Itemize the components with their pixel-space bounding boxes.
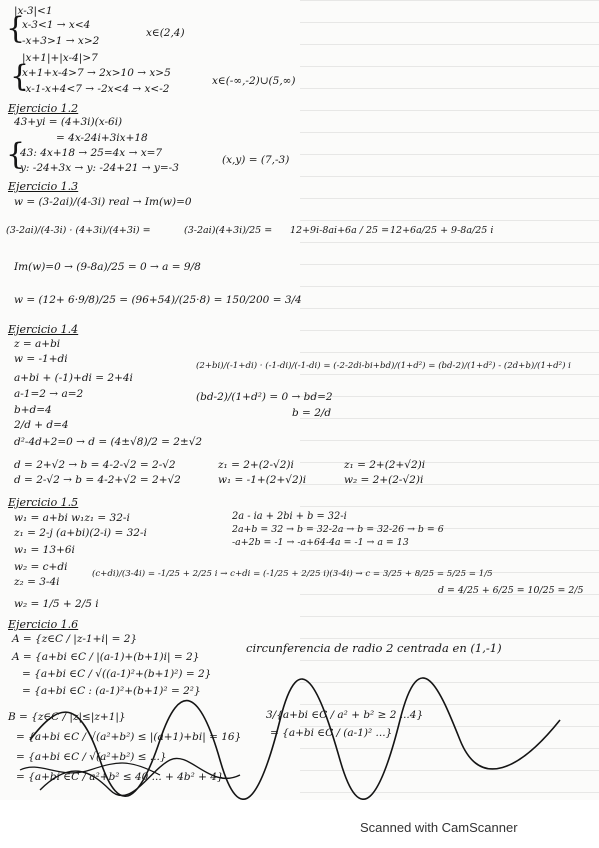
top-line-3-result: x∈(2,4) bbox=[146, 27, 185, 39]
e16-line-5: B = {z∈C / |z|≤|z+1|} bbox=[8, 711, 126, 723]
section-title-1-3: Ejercicio 1.3 bbox=[8, 180, 79, 193]
e15-mid-1: 2a - ia + 2bi + b = 32-i bbox=[232, 511, 347, 522]
e15-line-6b: d = 4/25 + 6/25 = 10/25 = 2/5 bbox=[438, 585, 584, 596]
e12-line-1: 43+yi = (4+3i)(x-6i) bbox=[14, 116, 123, 128]
top-line-3: -x+3>1 → x>2 bbox=[22, 35, 100, 47]
e15-line-2: z₁ = 2-j (a+bi)(2-i) = 32-i bbox=[14, 527, 147, 539]
e13-line-4: w = (12+ 6·9/8)/25 = (96+54)/(25·8) = 150/200 = 3/4 bbox=[14, 294, 302, 306]
e14-w1: w₁ = -1+(2+√2)i bbox=[218, 474, 307, 486]
e14-z1: z₁ = 2+(2-√2)i bbox=[218, 459, 294, 471]
e14-line-2: w = -1+di bbox=[14, 353, 68, 365]
e13-line-2c: 12+9i-8ai+6a / 25 = bbox=[290, 225, 390, 236]
e15-mid-3: -a+2b = -1 → -a+64-4a = -1 → a = 13 bbox=[232, 537, 409, 548]
e12-line-3: 43: 4x+18 → 25=4x → x=7 bbox=[20, 147, 163, 159]
e15-line-5: z₂ = 3-4i bbox=[14, 576, 60, 588]
e12-line-4: y: -24+3x → y: -24+21 → y=-3 bbox=[20, 162, 179, 174]
e16-right-1: 3/{a+bi ∈C / a² + b² ≥ 2 ...4} bbox=[266, 709, 424, 721]
e14-right-line-1: (2+bi)/(-1+di) · (-1-di)/(-1-di) = (-2-2di-bi+bd)/(1+d²) = (bd-2)/(1+d²) - (2d+b)/(1+d²) i bbox=[196, 361, 571, 371]
top-line-4: |x+1|+|x-4|>7 bbox=[22, 52, 98, 64]
e16-line-3: = {a+bi ∈C / √((a-1)²+(b+1)²) = 2} bbox=[22, 668, 212, 680]
section-title-1-5: Ejercicio 1.5 bbox=[8, 496, 79, 509]
section-title-1-4: Ejercicio 1.4 bbox=[8, 323, 79, 336]
top-line-2: x-3<1 → x<4 bbox=[22, 19, 91, 31]
e14-line-4: a-1=2 → a=2 bbox=[14, 388, 84, 400]
e15-line-1: w₁ = a+bi w₁z₁ = 32-i bbox=[14, 512, 130, 524]
e14-w2: w₂ = 2+(2-√2)i bbox=[344, 474, 424, 486]
top-line-5: x+1+x-4>7 → 2x>10 → x>5 bbox=[22, 67, 171, 79]
e14-line-3: a+bi + (-1)+di = 2+4i bbox=[14, 372, 133, 384]
e16-line-1: A = {z∈C / |z-1+i| = 2} bbox=[12, 633, 138, 645]
e15-line-4: w₂ = c+di bbox=[14, 561, 68, 573]
e12-result: (x,y) = (7,-3) bbox=[222, 154, 290, 166]
e14-z2: z₁ = 2+(2+√2)i bbox=[344, 459, 426, 471]
e14-line-1: z = a+bi bbox=[14, 338, 61, 350]
e13-line-2d: 12+6a/25 + 9-8a/25 i bbox=[390, 225, 494, 236]
e12-line-2: = 4x-24i+3ix+18 bbox=[56, 132, 148, 144]
e16-line-8: = {a+bi ∈C / a²+b² ≤ 40 ... + 4b² + 4} bbox=[16, 771, 224, 783]
e15-line-6: (c+di)/(3-4i) = -1/25 + 2/25 i → c+di = (-1/25 + 2/25 i)(3-4i) → c = 3/25 + 8/25 = 5/25 = 1/5 bbox=[92, 569, 493, 579]
section-title-1-6: Ejercicio 1.6 bbox=[8, 618, 79, 631]
brace-3: { bbox=[6, 137, 26, 172]
section-title-1-2: Ejercicio 1.2 bbox=[8, 102, 79, 115]
e15-line-3: w₁ = 13+6i bbox=[14, 544, 75, 556]
e15-line-7: w₂ = 1/5 + 2/5 i bbox=[14, 598, 99, 610]
e16-line-7: = {a+bi ∈C / √(a²+b²) ≤ ...} bbox=[16, 751, 167, 763]
e14-right-line-3: b = 2/d bbox=[292, 407, 332, 419]
e16-note: circunferencia de radio 2 centrada en (1,-1) bbox=[246, 641, 502, 655]
e16-right-2: = {a+bi ∈C / (a-1)² ...} bbox=[270, 727, 393, 739]
e16-line-6: = {a+bi ∈C / √(a²+b²) ≤ |(a+1)+bi| = 16} bbox=[16, 731, 242, 743]
e13-line-1: w = (3-2ai)/(4-3i) real → Im(w)=0 bbox=[14, 196, 192, 208]
e13-line-2a: (3-2ai)/(4-3i) · (4+3i)/(4+3i) = bbox=[6, 225, 151, 236]
e16-line-4: = {a+bi ∈C : (a-1)²+(b+1)² = 2²} bbox=[22, 685, 201, 697]
brace-2: { bbox=[10, 59, 30, 94]
e14-line-5: b+d=4 bbox=[14, 404, 52, 416]
top-line-6-result: x∈(-∞,-2)∪(5,∞) bbox=[212, 75, 296, 87]
e13-line-2b: (3-2ai)(4+3i)/25 = bbox=[184, 225, 273, 236]
e14-line-9: d = 2-√2 → b = 4-2+√2 = 2+√2 bbox=[14, 474, 181, 486]
brace-1: { bbox=[6, 11, 26, 46]
top-line-1: |x-3|<1 bbox=[14, 5, 53, 17]
camscanner-watermark: Scanned with CamScanner bbox=[360, 820, 518, 835]
e14-right-line-2: (bd-2)/(1+d²) = 0 → bd=2 bbox=[196, 391, 333, 403]
e15-mid-2: 2a+b = 32 → b = 32-2a → b = 32-26 → b = 6 bbox=[232, 524, 444, 535]
e14-line-7: d²-4d+2=0 → d = (4±√8)/2 = 2±√2 bbox=[14, 436, 203, 448]
e13-line-3: Im(w)=0 → (9-8a)/25 = 0 → a = 9/8 bbox=[14, 261, 201, 273]
e14-line-8: d = 2+√2 → b = 4-2-√2 = 2-√2 bbox=[14, 459, 176, 471]
e14-line-6: 2/d + d=4 bbox=[14, 419, 69, 431]
e16-line-2: A = {a+bi ∈C / |(a-1)+(b+1)i| = 2} bbox=[12, 651, 200, 663]
top-line-6: -x-1-x+4<7 → -2x<4 → x<-2 bbox=[22, 83, 170, 95]
